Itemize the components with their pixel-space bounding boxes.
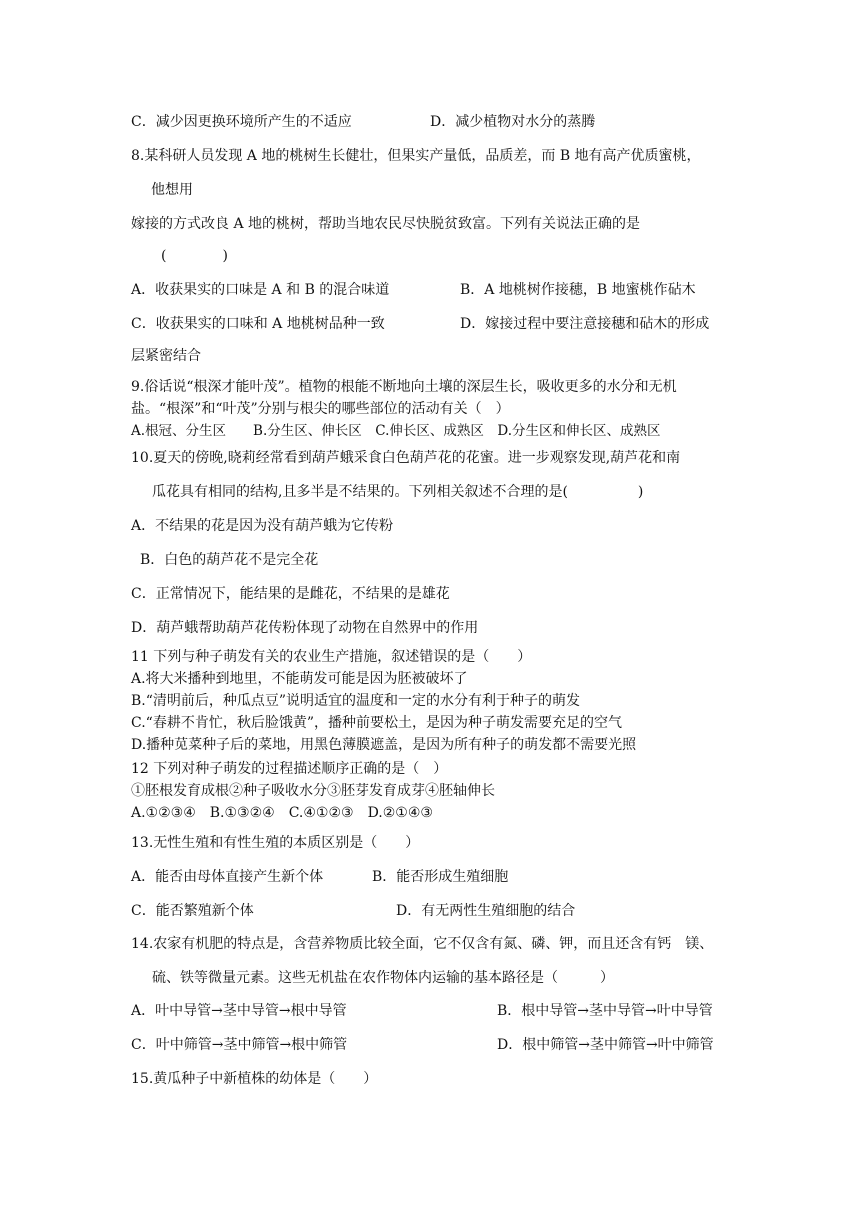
q8-option-d-continued: 层紧密结合 [131,348,201,364]
q9-stem-line1: 9.俗话说“根深才能叶茂”。植物的根能不断地向土壤的深层生长，吸收更多的水分和无机 [131,379,677,395]
q14-stem-line1: 14.农家有机肥的特点是，含营养物质比较全面，它不仅含有氮、磷、钾，而且还含有钙 镁、 [131,936,714,952]
q11-option-d: D.播种苋菜种子后的菜地，用黑色薄膜遮盖，是因为所有种子的萌发都不需要光照 [131,737,637,753]
q14-stem-line2: 硫、铁等微量元素。这些无机盐在农作物体内运输的基本路径是（ ） [152,970,614,986]
q13-stem: 13.无性生殖和有性生殖的本质区别是（ ） [131,835,420,851]
q10-option-d: D．葫芦蛾帮助葫芦花传粉体现了动物在自然界中的作用 [131,620,479,636]
q13-option-c: C．能否繁殖新个体 [131,903,254,919]
q15-stem: 15.黄瓜种子中新植株的幼体是（ ） [131,1071,378,1087]
q10-option-a: A．不结果的花是因为没有葫芦蛾为它传粉 [131,518,394,534]
q14-option-d: D．根中筛管→茎中筛管→叶中筛管 [497,1037,714,1053]
q8-stem-line2: 他想用 [151,182,193,198]
q12-stem: 12 下列对种子萌发的过程描述顺序正确的是（ ） [131,761,448,777]
q11-option-c: C.“春耕不肯忙，秋后脸饿黄”，播种前要松土，是因为种子萌发需要充足的空气 [131,715,622,731]
q8-answer-paren: ( ) [161,248,228,264]
q10-option-c: C．正常情况下，能结果的是雌花，不结果的是雄花 [131,586,450,602]
q10-stem-line2: 瓜花具有相同的结构,且多半是不结果的。下列相关叙述不合理的是( ) [152,484,644,500]
q7-option-c: C．减少因更换环境所产生的不适应 [131,114,352,130]
q13-option-b: B．能否形成生殖细胞 [372,869,509,885]
q13-option-a: A．能否由母体直接产生新个体 [131,869,324,885]
q8-option-b: B．A 地桃树作接穗，B 地蜜桃作砧木 [460,282,696,298]
q14-option-c: C．叶中筛管→茎中筛管→根中筛管 [131,1037,348,1053]
q8-option-a: A．收获果实的口味是 A 和 B 的混合味道 [131,282,390,298]
q8-option-d: D．嫁接过程中要注意接穗和砧木的形成 [460,316,710,332]
q8-option-c: C．收获果实的口味和 A 地桃树品种一致 [131,316,385,332]
q14-option-b: B．根中导管→茎中导管→叶中导管 [497,1003,713,1019]
q8-stem-line1: 8.某科研人员发现 A 地的桃树生长健壮，但果实产量低，品质差，而 B 地有高产优质蜜桃， [131,148,701,164]
q11-option-b: B.“清明前后，种瓜点豆”说明适宜的温度和一定的水分有利于种子的萌发 [131,693,581,709]
q9-options: A.根冠、分生区 B.分生区、伸长区 C.伸长区、成熟区 D.分生区和伸长区、成熟区 [131,423,661,439]
q11-stem: 11 下列与种子萌发有关的农业生产措施，叙述错误的是（ ） [131,649,532,665]
q13-option-d: D．有无两性生殖细胞的结合 [396,903,576,919]
q14-option-a: A．叶中导管→茎中导管→根中导管 [131,1003,347,1019]
q8-stem-line3: 嫁接的方式改良 A 地的桃树，帮助当地农民尽快脱贫致富。下列有关说法正确的是 [131,216,641,232]
q11-option-a: A.将大米播种到地里，不能萌发可能是因为胚被破坏了 [131,671,468,687]
q10-option-b: B．白色的葫芦花不是完全花 [140,552,319,568]
q12-steps: ①胚根发育成根②种子吸收水分③胚芽发育成芽④胚轴伸长 [131,783,495,799]
q12-options: A.①②③④ B.①③②④ C.④①②③ D.②①④③ [131,805,433,821]
q9-stem-line2: 盐。“根深”和“叶茂”分别与根尖的哪些部位的活动有关（ ） [131,401,510,417]
q10-stem-line1: 10.夏天的傍晚,晓莉经常看到葫芦蛾采食白色葫芦花的花蜜。进一步观察发现,葫芦花和南 [131,450,681,466]
q7-option-d: D．减少植物对水分的蒸腾 [430,114,596,130]
